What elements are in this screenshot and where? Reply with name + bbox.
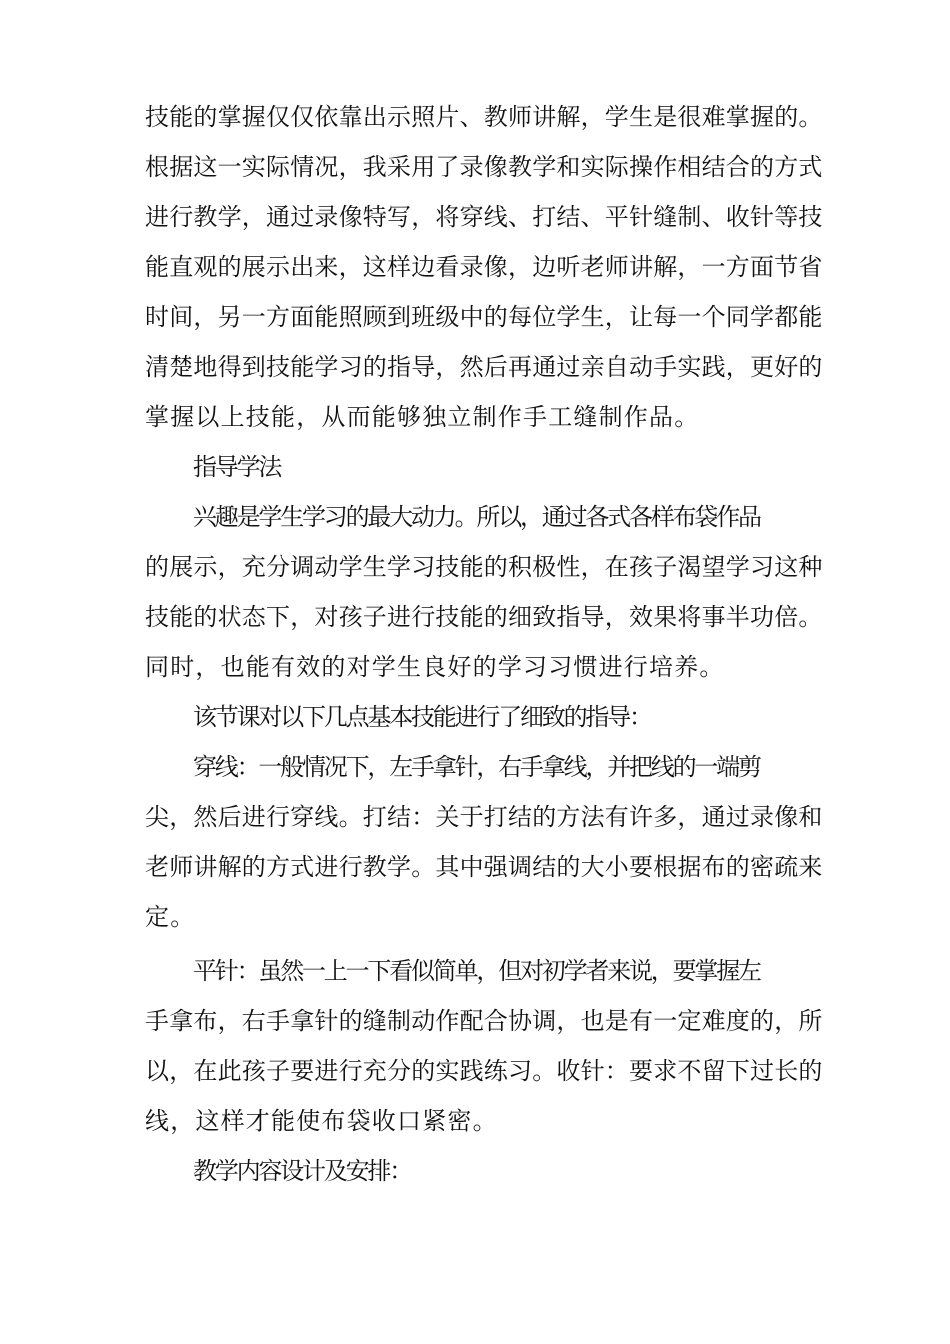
text-line: 进行教学，通过录像特写，将穿线、打结、平针缝制、收针等技 [145,203,823,231]
text-line: 能直观的展示出来，这样边看录像，边听老师讲解，一方面节省 [145,253,823,281]
text-line: 时间，另一方面能照顾到班级中的每位学生，让每一个同学都能 [145,303,823,331]
text-line: 技能的掌握仅仅依靠出示照片、教师讲解，学生是很难掌握的。 [145,103,823,131]
text-line: 根据这一实际情况，我采用了录像教学和实际操作相结合的方式 [145,153,823,181]
paragraph-first-line: 平针：虽然一上一下看似简单，但对初学者来说，要掌握左 [193,957,760,985]
text-line: 清楚地得到技能学习的指导，然后再通过亲自动手实践，更好的 [145,353,823,381]
text-line: 老师讲解的方式进行教学。其中强调结的大小要根据布的密疏来 [145,853,823,881]
text-line: 线，这样才能使布袋收口紧密。 [145,1107,498,1135]
paragraph-first-line: 兴趣是学生学习的最大动力。所以，通过各式各样布袋作品 [193,503,760,531]
section-heading-teaching-content: 教学内容设计及安排： [193,1157,411,1185]
text-line: 手拿布，右手拿针的缝制动作配合协调，也是有一定难度的，所 [145,1007,823,1035]
section-heading-study-method: 指导学法 [193,453,281,481]
text-line: 掌握以上技能，从而能够独立制作手工缝制作品。 [145,403,700,431]
paragraph-first-line: 穿线：一般情况下，左手拿针，右手拿线，并把线的一端剪 [193,753,760,781]
text-line: 尖，然后进行穿线。打结：关于打结的方法有许多，通过录像和 [145,803,823,831]
text-line: 的展示，充分调动学生学习技能的积极性，在孩子渴望学习这种 [145,553,823,581]
text-line: 同时，也能有效的对学生良好的学习习惯进行培养。 [145,653,725,681]
text-line: 定。 [145,903,196,931]
text-line: 以，在此孩子要进行充分的实践练习。收针：要求不留下过长的 [145,1057,823,1085]
paragraph-first-line: 该节课对以下几点基本技能进行了细致的指导： [193,703,651,731]
text-line: 技能的状态下，对孩子进行技能的细致指导，效果将事半功倍。 [145,603,823,631]
